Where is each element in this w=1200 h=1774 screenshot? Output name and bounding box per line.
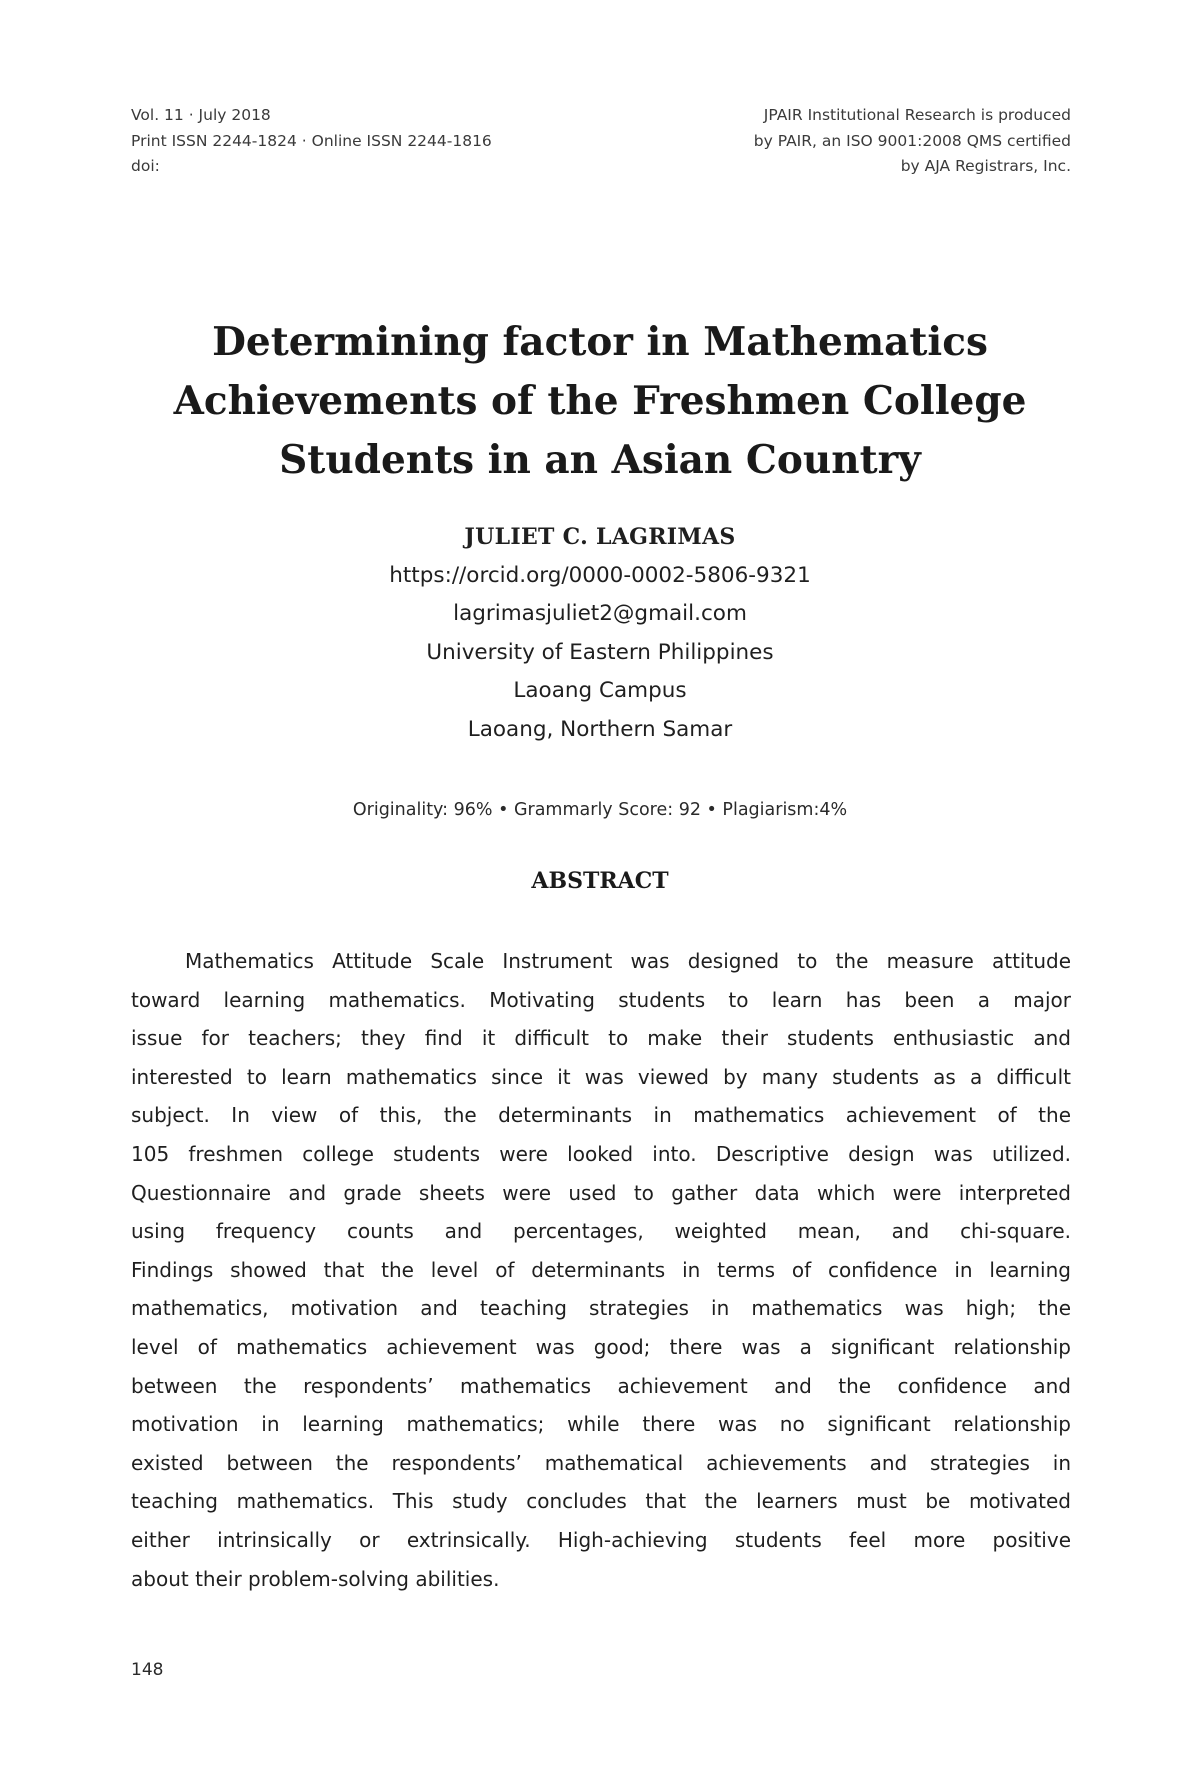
paper-title — [150, 313, 1050, 490]
title-line-3: Students in an Asian Country — [279, 437, 921, 483]
abstract-line: motivation in learning mathematics; while there was no significant relationship — [131, 1412, 1071, 1437]
author-campus: Laoang Campus — [513, 678, 687, 703]
abstract-line: mathematics, motivation and teaching strategies in mathematics was high; the — [131, 1296, 1071, 1321]
abstract-line: teaching mathematics. This study concludes that the learners must be motivated — [131, 1489, 1071, 1514]
abstract-body — [131, 942, 1071, 1598]
publisher-line-1: JPAIR Institutional Research is produced — [763, 106, 1071, 124]
abstract-line: existed between the respondents’ mathematical achievements and strategies in — [131, 1450, 1071, 1475]
abstract-line: 105 freshmen college students were looked into. Descriptive design was utilized. — [131, 1141, 1071, 1166]
author-orcid[interactable]: https://orcid.org/0000-0002-5806-9321 — [389, 562, 811, 588]
abstract-line: subject. In view of this, the determinants in mathematics achievement of the — [131, 1103, 1071, 1128]
abstract-line: Questionnaire and grade sheets were used to gather data which were interpreted — [131, 1180, 1071, 1205]
abstract-line: interested to learn mathematics since it was viewed by many students as a difficult — [131, 1064, 1071, 1089]
abstract-line: issue for teachers; they find it difficult to make their students enthusiastic and — [131, 1026, 1071, 1051]
page-number: 148 — [131, 1660, 164, 1680]
author-affiliation: University of Eastern Philippines — [426, 639, 774, 665]
originality-scores: Originality: 96% • Grammarly Score: 92 • Plagiarism:4% — [352, 800, 848, 820]
publisher-line-3: by AJA Registrars, Inc. — [900, 157, 1071, 175]
author-block — [200, 518, 1000, 749]
author-name: JULIET C. LAGRIMAS — [464, 524, 736, 550]
doi-info: doi: — [131, 157, 160, 175]
abstract-line: about their problem-solving abilities. — [131, 1566, 500, 1591]
issn-info: Print ISSN 2244-1824 · Online ISSN 2244-1816 — [131, 131, 492, 150]
abstract-heading: ABSTRACT — [531, 868, 669, 894]
title-line-1: Determining factor in Mathematics — [212, 319, 988, 365]
author-email[interactable]: lagrimasjuliet2@gmail.com — [453, 601, 747, 626]
volume-info: Vol. 11 · July 2018 — [131, 106, 271, 124]
publication-info — [131, 103, 601, 180]
title-line-2: Achievements of the Freshmen College — [173, 378, 1027, 424]
abstract-line: between the respondents’ mathematics achievement and the confidence and — [131, 1373, 1071, 1398]
abstract-line: Mathematics Attitude Scale Instrument was designed to the measure attitude — [185, 949, 1071, 973]
abstract-line: toward learning mathematics. Motivating students to learn has been a major — [131, 987, 1071, 1012]
publisher-info — [601, 103, 1071, 180]
abstract-line: using frequency counts and percentages, weighted mean, and chi-square. — [131, 1219, 1071, 1244]
author-location: Laoang, Northern Samar — [467, 716, 733, 742]
abstract-line: level of mathematics achievement was good; there was a significant relationship — [131, 1334, 1071, 1359]
abstract-line: either intrinsically or extrinsically. High-achieving students feel more positive — [131, 1527, 1071, 1552]
publisher-line-2: by PAIR, an ISO 9001:2008 QMS certified — [753, 131, 1071, 150]
abstract-line: Findings showed that the level of determinants in terms of confidence in learning — [131, 1257, 1071, 1282]
